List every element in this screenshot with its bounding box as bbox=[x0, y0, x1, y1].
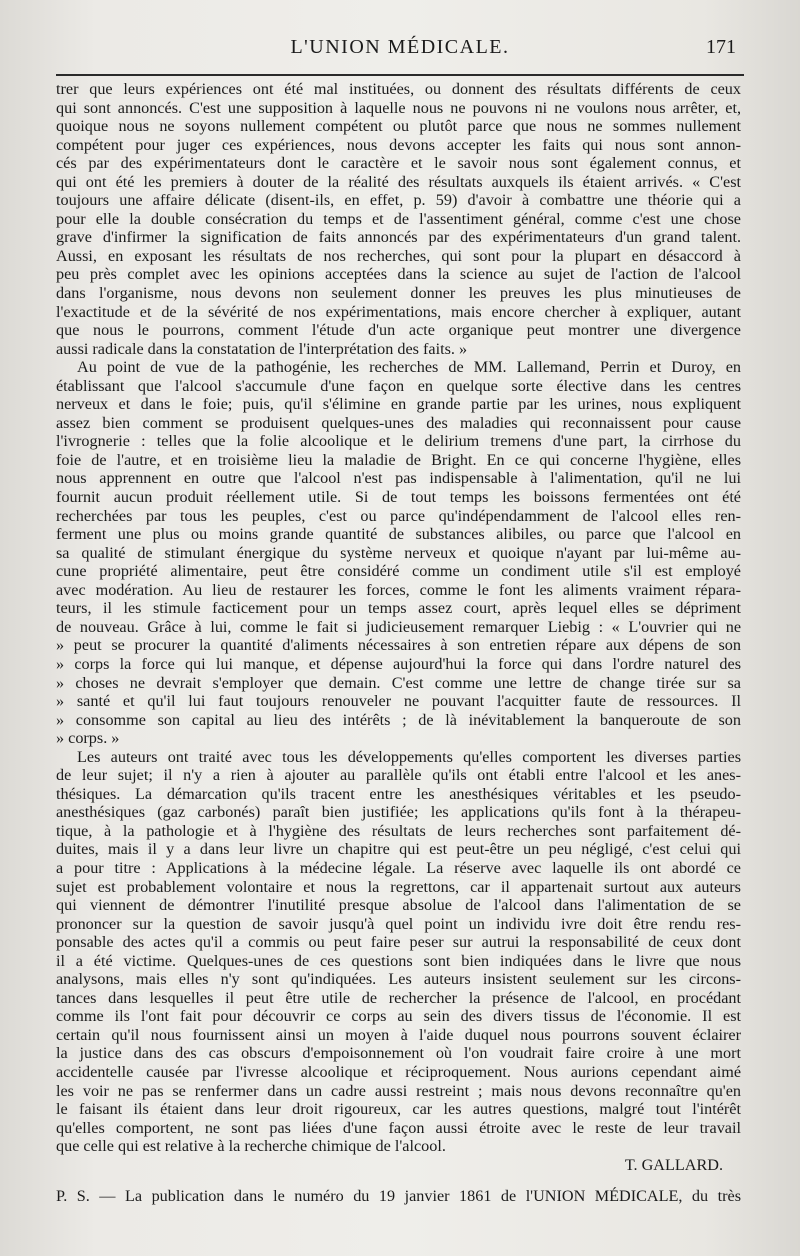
text-line: le faisant ils étaient dans leur droit rigoureux, car les autres questions, malgré tout l'intérêt bbox=[56, 1100, 741, 1119]
text-line: certain qu'il nous fournissent ainsi un moyen à l'aide duquel nous pourrons souvent éclairer bbox=[56, 1025, 741, 1044]
text-line: ponsable des actes qu'il a commis ou peut faire peser sur autrui la responsabilité de ceux dont bbox=[56, 933, 741, 952]
text-line: » peut se procurer la quantité d'aliments nécessaires à son entretien répare aux dépens de son bbox=[56, 636, 741, 655]
text-line: duites, mais il y a dans leur livre un chapitre qui est peut-être un peu négligé, c'est celui qui bbox=[56, 840, 741, 859]
text-line: que celle qui est relative à la recherche chimique de l'alcool. bbox=[56, 1137, 446, 1156]
text-line: il a été victime. Quelques-unes de ces questions sont bien indiquées dans le livre que nous bbox=[56, 951, 741, 970]
text-line: Au point de vue de la pathogénie, les recherches de MM. Lallemand, Perrin et Duroy, en bbox=[77, 358, 741, 377]
postscript-line: P. S. — La publication dans le numéro du 19 janvier 1861 de l'UNION MÉDICALE, du très bbox=[56, 1187, 741, 1205]
page-header bbox=[56, 30, 744, 64]
journal-title: L'UNION MÉDICALE. bbox=[290, 36, 510, 58]
header-rule bbox=[56, 74, 744, 76]
text-line: Les auteurs ont traité avec tous les développements qu'elles comportent les diverses parties bbox=[77, 747, 741, 766]
text-line: tances dans lesquelles il peut être utile de rechercher la présence de l'alcool, en procédant bbox=[56, 988, 741, 1007]
page-number: 171 bbox=[706, 36, 736, 58]
text-line: sa qualité de stimulant énergique du système nerveux et quoique n'ayant par lui-même au- bbox=[56, 543, 741, 562]
text-line: a pour titre : Applications à la médecine légale. La réserve avec laquelle ils ont abordé ce bbox=[56, 858, 741, 877]
text-line: foie de l'autre, et en troisième lieu la maladie de Bright. En ce qui concerne l'hygiène, elles bbox=[56, 450, 741, 469]
text-line: toujours une affaire délicate (disent-ils, en effet, p. 59) d'avoir à combattre une théorie qui a bbox=[56, 191, 741, 210]
text-line: l'exactitude et de la sévérité de nos expérimentations, mais encore chercher à expliquer, autant bbox=[56, 302, 741, 321]
text-line: assez bien comment se produisent quelques-unes des maladies qui reconnaissent pour cause bbox=[56, 413, 741, 432]
text-line: nerveux et dans le foie; puis, qu'il s'élimine en grande partie par les urines, nous expliquent bbox=[56, 395, 741, 414]
text-line: anesthésiques (gaz carbonés) paraît bien justifiée; les applications qu'ils font à la thérapeu- bbox=[56, 803, 741, 822]
text-line: peu près complet avec les opinions acceptées dans la science au sujet de l'action de l'alcool bbox=[56, 265, 741, 284]
text-line: nous apprennent en outre que l'alcool n'est pas indispensable à l'alimentation, qu'il ne lui bbox=[56, 469, 741, 488]
text-line: quoique nous ne soyons nullement compétent ou plutôt parce que nous ne sommes nullement bbox=[56, 117, 741, 136]
text-line: dans l'organisme, nous devons non seulement donner les preuves les plus minutieuses de bbox=[56, 284, 741, 303]
text-line: trer que leurs expériences ont été mal instituées, ou donnent des résultats différents de ceux bbox=[56, 80, 741, 98]
text-line: » corps la force qui lui manque, et dépense aujourd'hui la force qui dans l'ordre naturel des bbox=[56, 654, 741, 673]
text-line: » consomme son capital au lieu des intérêts ; de là inévitablement la banqueroute de son bbox=[56, 710, 741, 729]
text-line: prononcer sur la question de savoir jusqu'à quel point un individu ivre doit être rendu res- bbox=[56, 914, 741, 933]
text-line: pour elle la double consécration du temps et de l'assentiment général, comme c'est une chose bbox=[56, 209, 741, 228]
text-line: » santé et qu'il lui faut toujours renouveler ne pouvant l'acquitter faute de ressources. Il bbox=[56, 692, 741, 711]
text-line: sujet est probablement volontaire et nous la regrettons, car il appartenait surtout aux auteurs bbox=[56, 877, 741, 896]
text-line: aussi radicale dans la constatation de l'interprétation des faits. » bbox=[56, 339, 468, 358]
text-line: qui ont été les premiers à douter de la réalité des résultats auxquels ils étaient arrivés. « C'est bbox=[56, 172, 741, 191]
postscript bbox=[56, 1187, 741, 1206]
text-line: qu'elles comportent, ne sont pas liées d'une façon aussi étroite avec le reste de leur travail bbox=[56, 1118, 741, 1137]
text-line: » corps. » bbox=[56, 729, 120, 748]
text-line: analysons, mais elles n'y sont qu'indiquées. Les auteurs insistent seulement sur les circons- bbox=[56, 970, 741, 989]
text-line: Aussi, en exposant les résultats de nos recherches, qui sont pour la plupart en désaccord à bbox=[56, 246, 741, 265]
text-line: cune propriété alimentaire, peut être considéré comme un condiment utile s'il est employé bbox=[56, 562, 741, 581]
article-body bbox=[56, 80, 741, 1174]
text-line: la justice dans des cas obscurs d'empoisonnement où l'on voudrait faire croire à une mort bbox=[56, 1044, 741, 1063]
text-line: les voir ne pas se renfermer dans un cadre aussi restreint ; mais nous devons reconnaître qu'en bbox=[56, 1081, 741, 1100]
text-line: cés par des expérimentateurs dont le caractère et le savoir nous sont également connus, et bbox=[56, 154, 741, 173]
text-line: grave d'infirmer la signification de faits annoncés par des expérimentateurs d'un grand talent. bbox=[56, 228, 741, 247]
text-line: avec modération. Au lieu de restaurer les forces, comme le font les aliments vraiment répara- bbox=[56, 580, 741, 599]
text-line: de nouveau. Grâce à lui, comme le fait si judicieusement remarquer Liebig : « L'ouvrier qui ne bbox=[56, 617, 741, 636]
author-signature: T. GALLARD. bbox=[624, 1155, 723, 1174]
text-line: qui sont annoncés. C'est une supposition à laquelle nous ne pouvons ni ne voulons nous arrêter, et, bbox=[56, 98, 741, 117]
text-line: comme ils l'ont fait pour découvrir ce corps au sein des divers tissus de l'économie. Il est bbox=[56, 1007, 741, 1026]
text-line: de leur sujet; il n'y a rien à ajouter au parallèle qu'ils ont établi entre l'alcool et les anes- bbox=[56, 766, 741, 785]
text-line: ferment une plus ou moins grande quantité de substances alibiles, ou parce que l'alcool en bbox=[56, 525, 741, 544]
text-line: tique, à la pathologie et à l'hygiène des résultats de leurs recherches sont parfaitement dé- bbox=[56, 821, 741, 840]
text-line: compétent pour juger ces expériences, nous devons accepter les faits qui nous sont annon- bbox=[56, 135, 741, 154]
text-line: teurs, il les stimule facticement pour un temps assez court, après lequel elles se dépriment bbox=[56, 599, 741, 618]
text-line: l'ivrognerie : telles que la folie alcoolique et le delirium tremens d'une part, la cirrhose du bbox=[56, 432, 741, 451]
text-line: que nous le pourrons, comment l'étude d'un acte organique peut montrer une divergence bbox=[56, 321, 741, 340]
text-line: qui viennent de démontrer l'inutilité presque absolue de l'alcool dans l'alimentation de se bbox=[56, 896, 741, 915]
text-line: thésiques. La démarcation qu'ils tracent entre les anesthésiques véritables et les pseudo- bbox=[56, 784, 741, 803]
text-line: établissant que l'alcool s'accumule d'une façon en quelque sorte élective dans les centres bbox=[56, 376, 741, 395]
text-line: accidentelle causée par l'ivresse alcoolique et réciproquement. Nous aurions cependant aimé bbox=[56, 1062, 741, 1081]
text-line: recherchées par tous les peuples, c'est ou parce qu'indépendamment de l'alcool elles ren- bbox=[56, 506, 741, 525]
text-line: » choses ne devrait s'employer que demain. C'est comme une lettre de change tirée sur sa bbox=[56, 673, 741, 692]
text-line: fournit aucun produit réellement utile. Si de tout temps les boissons fermentées ont été bbox=[56, 488, 741, 507]
